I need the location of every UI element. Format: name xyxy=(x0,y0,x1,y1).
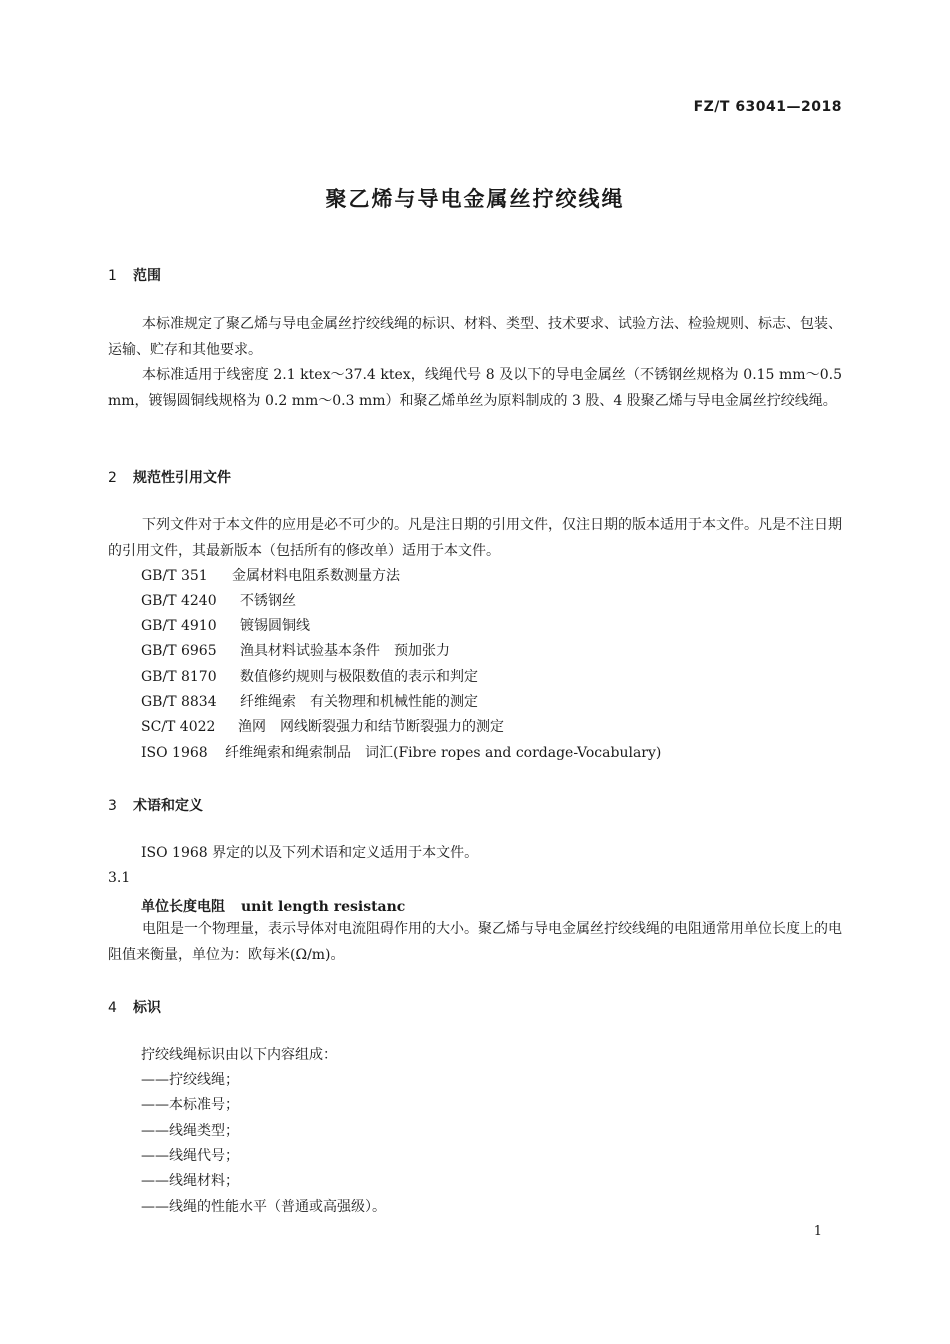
reference-item xyxy=(141,564,400,589)
list-item: ——本标准号； xyxy=(141,1097,239,1113)
reference-item xyxy=(141,639,450,664)
reference-code: GB/T 6965 xyxy=(141,643,217,659)
term-definition: 电阻是一个物理量，表示导体对电流阻碍作用的大小。聚乙烯与导电金属丝拧绞线绳的电阻通常用单位长度上的电阻值来衡量，单位为：欧每米(Ω/m)。 xyxy=(108,921,842,963)
section-title: 范围 xyxy=(133,268,161,284)
reference-item xyxy=(141,614,310,639)
reference-code: GB/T 4240 xyxy=(141,593,217,609)
list-item: ——拧绞线绳； xyxy=(141,1072,239,1088)
term-number: 3.1 xyxy=(108,870,131,886)
reference-code: SC/T 4022 xyxy=(141,719,216,735)
section-title: 标识 xyxy=(133,1000,161,1016)
list-item: ——线绳代号； xyxy=(141,1148,239,1164)
reference-title: 数值修约规则与极限数值的表示和判定 xyxy=(240,669,478,685)
reference-item xyxy=(141,589,296,614)
reference-code: GB/T 351 xyxy=(141,568,208,584)
reference-item xyxy=(141,715,504,740)
standard-code: FZ/T 63041—2018 xyxy=(693,99,842,115)
reference-code: GB/T 4910 xyxy=(141,618,217,634)
scope-paragraph-2: 本标准适用于线密度 2.1 ktex～37.4 ktex，线绳代号 8 及以下的导电金属丝（不锈钢丝规格为 0.15 mm～0.5 mm，镀锡圆铜线规格为 0.2 mm～0.3 mm）和聚乙烯单丝为原料制成的 3 股、4 股聚乙烯与导电金属丝拧绞线绳。 xyxy=(108,367,842,409)
list-item: ——线绳材料； xyxy=(141,1173,239,1189)
section-4-heading xyxy=(108,997,161,1017)
reference-code: ISO 1968 xyxy=(141,745,208,761)
section-number: 1 xyxy=(108,268,117,284)
reference-title: 镀锡圆铜线 xyxy=(240,618,310,634)
reference-title: 渔网 网线断裂强力和结节断裂强力的测定 xyxy=(238,719,504,735)
reference-item xyxy=(141,741,661,766)
reference-title: 不锈钢丝 xyxy=(240,593,296,609)
reference-code: GB/T 8834 xyxy=(141,694,217,710)
section-number: 4 xyxy=(108,1000,117,1016)
term-chinese: 单位长度电阻 xyxy=(141,899,225,915)
reference-title: 渔具材料试验基本条件 预加张力 xyxy=(240,643,450,659)
reference-title: 纤维绳索和绳索制品 词汇(Fibre ropes and cordage-Vocabulary) xyxy=(225,745,662,761)
reference-title: 纤维绳索 有关物理和机械性能的测定 xyxy=(240,694,478,710)
section-title: 术语和定义 xyxy=(133,798,203,814)
section-title: 规范性引用文件 xyxy=(133,470,231,486)
page-number: 1 xyxy=(813,1224,822,1239)
scope-paragraph-1: 本标准规定了聚乙烯与导电金属丝拧绞线绳的标识、材料、类型、技术要求、试验方法、检验规则、标志、包装、运输、贮存和其他要求。 xyxy=(108,316,842,358)
list-item: ——线绳类型； xyxy=(141,1123,239,1139)
section-3-heading xyxy=(108,795,203,815)
reference-item xyxy=(141,690,478,715)
list-item: ——线绳的性能水平（普通或高强级）。 xyxy=(141,1199,386,1215)
reference-code: GB/T 8170 xyxy=(141,669,217,685)
reference-title: 金属材料电阻系数测量方法 xyxy=(232,568,400,584)
section-number: 3 xyxy=(108,798,117,814)
document-title: 聚乙烯与导电金属丝拧绞线绳 xyxy=(325,187,625,211)
reference-item xyxy=(141,665,478,690)
section-1-heading xyxy=(108,265,161,285)
normative-intro: 下列文件对于本文件的应用是必不可少的。凡是注日期的引用文件，仅注日期的版本适用于本文件。凡是不注日期的引用文件，其最新版本（包括所有的修改单）适用于本文件。 xyxy=(108,517,842,559)
marking-intro: 拧绞线绳标识由以下内容组成： xyxy=(141,1047,337,1063)
term-title xyxy=(141,896,405,916)
term-english: unit length resistanc xyxy=(241,899,406,915)
section-number: 2 xyxy=(108,470,117,486)
section-2-heading xyxy=(108,467,231,487)
terms-intro: ISO 1968 界定的以及下列术语和定义适用于本文件。 xyxy=(141,845,479,861)
